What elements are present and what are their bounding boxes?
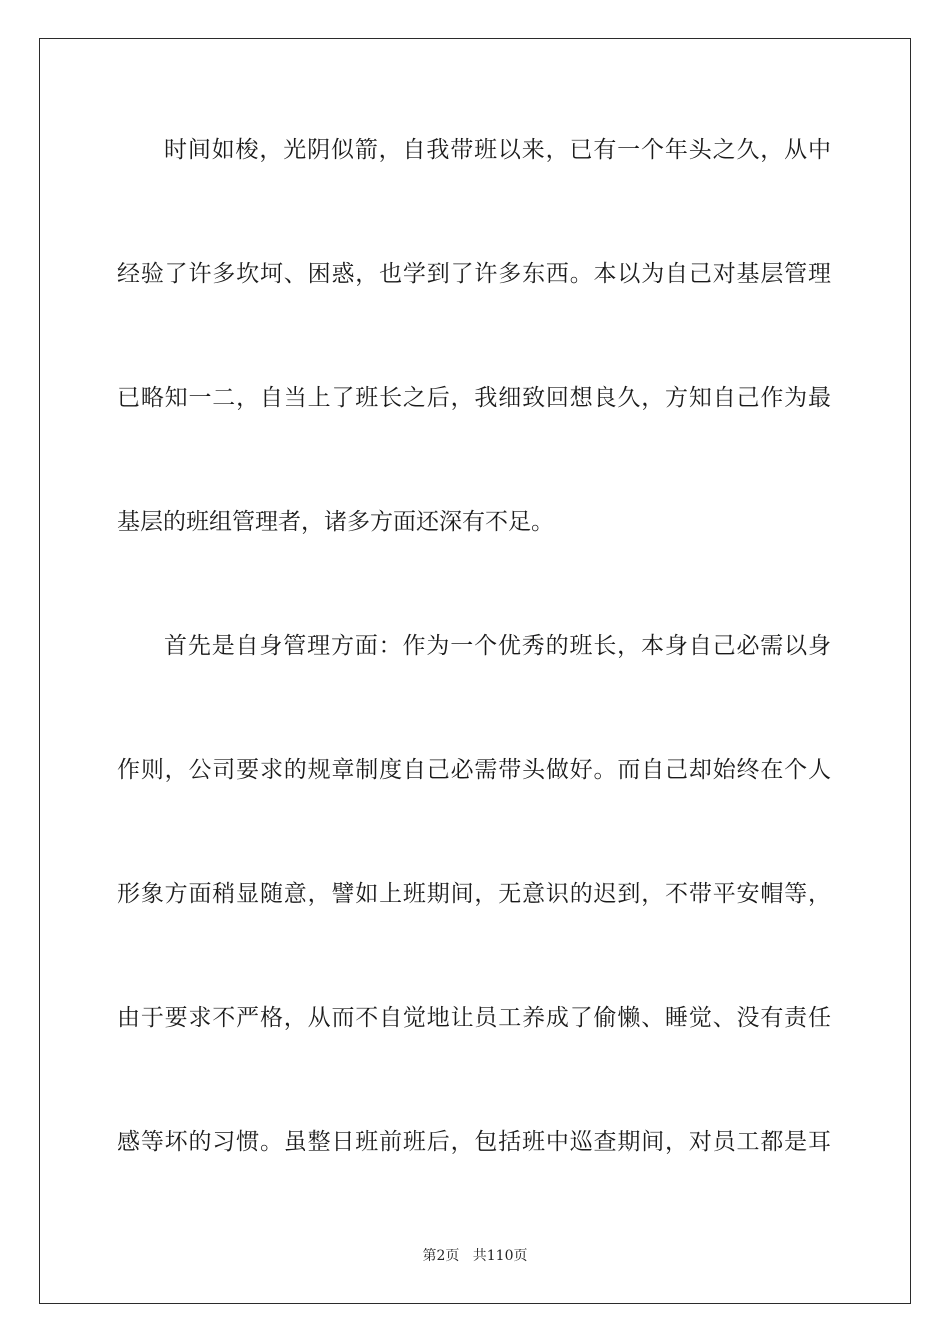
paragraph-line: 形象方面稍显随意，譬如上班期间，无意识的迟到，不带平安帽等， xyxy=(117,881,831,907)
total-pages: 共110页 xyxy=(472,1248,528,1264)
paragraph-line: 基层的班组管理者，诸多方面还深有不足。 xyxy=(117,509,554,535)
paragraph-line: 由于要求不严格，从而不自觉地让员工养成了偷懒、睡觉、没有责任 xyxy=(117,1005,831,1031)
paragraph-line: 作则，公司要求的规章制度自己必需带头做好。而自己却始终在个人 xyxy=(117,757,831,783)
paragraph-line: 首先是自身管理方面：作为一个优秀的班长，本身自己必需以身 xyxy=(164,633,831,659)
paragraph-line: 经验了许多坎坷、困惑，也学到了许多东西。本以为自己对基层管理 xyxy=(117,261,831,287)
paragraph-line: 已略知一二，自当上了班长之后，我细致回想良久，方知自己作为最 xyxy=(117,385,831,411)
paragraph-line: 时间如梭，光阴似箭，自我带班以来，已有一个年头之久，从中 xyxy=(164,137,831,163)
page-border xyxy=(39,38,911,1304)
paragraph-line: 感等坏的习惯。虽整日班前班后，包括班中巡查期间，对员工都是耳 xyxy=(117,1129,831,1155)
page-footer xyxy=(0,1245,950,1265)
page-number: 第2页 xyxy=(422,1248,460,1264)
